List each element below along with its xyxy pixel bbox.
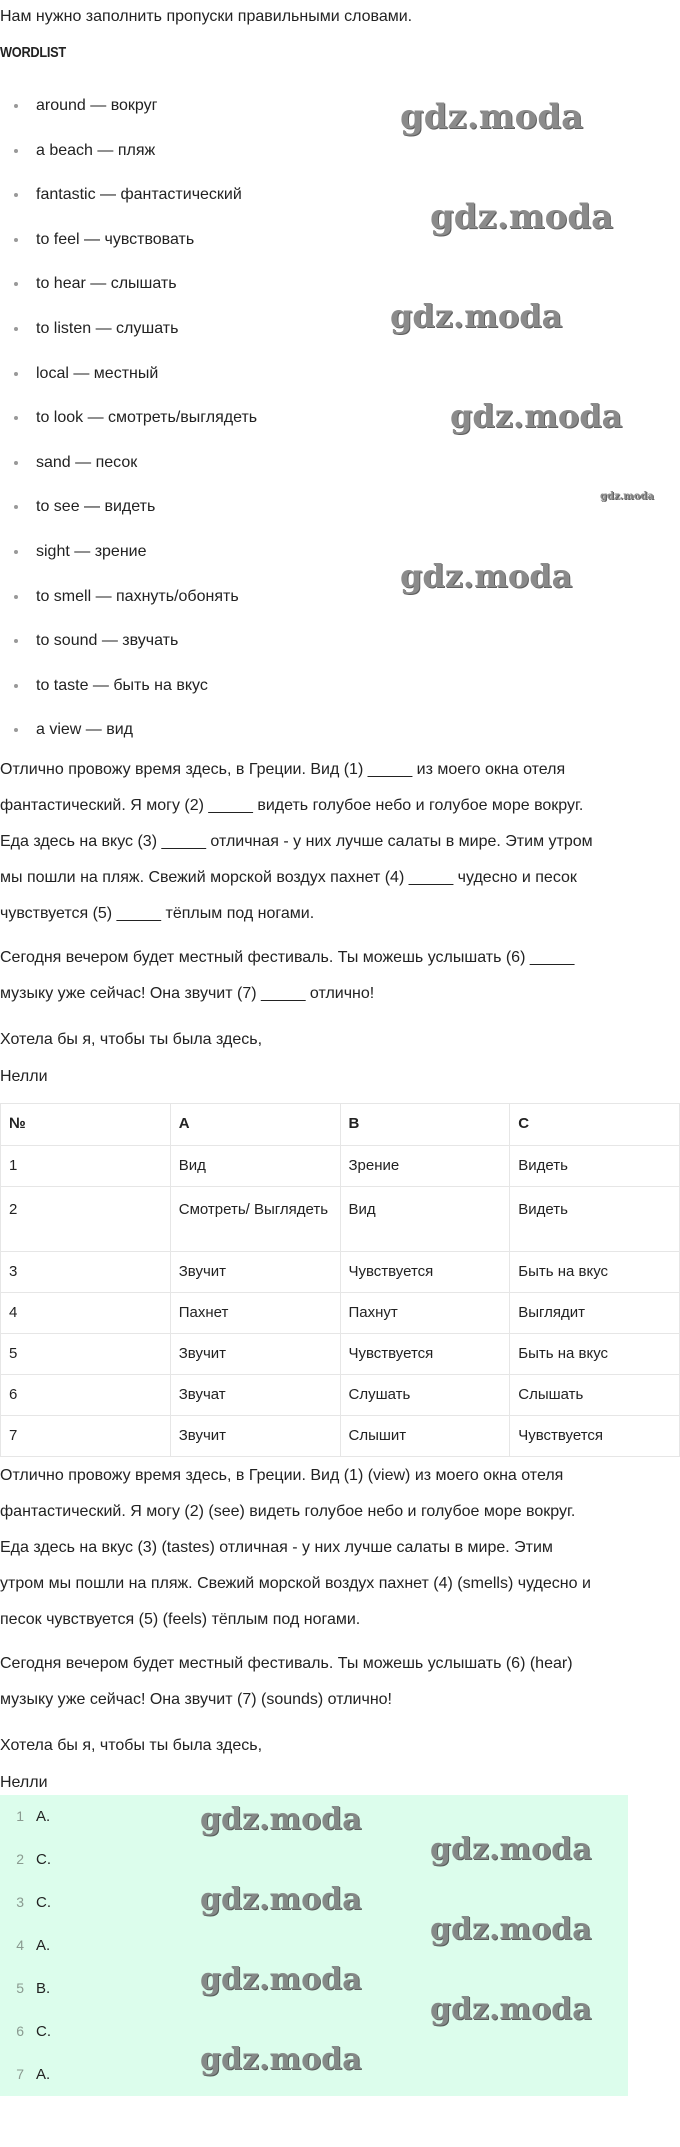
watermark: gdz.moda xyxy=(430,1992,592,2027)
table-cell: Чувствуется xyxy=(340,1252,510,1293)
filled-text-line: песок чувствуется (5) (feels) тёплым под ногами. xyxy=(0,1611,361,1628)
word-entry: to see — видеть xyxy=(36,498,156,516)
table-cell: Слышит xyxy=(340,1416,510,1457)
bullet-icon xyxy=(14,193,18,197)
table-cell: Смотреть/ Выглядеть xyxy=(170,1187,340,1252)
answer-number: 2 xyxy=(16,1851,24,1867)
table-cell: 1 xyxy=(1,1146,171,1187)
watermark: gdz.moda xyxy=(200,1962,362,1997)
watermark: gdz.moda xyxy=(390,297,563,335)
list-item xyxy=(0,396,257,441)
bullet-icon xyxy=(14,461,18,465)
answer-value: C. xyxy=(36,1894,51,1911)
answer-value: B. xyxy=(36,1980,51,1997)
filled-text-line: утром мы пошли на пляж. Свежий морской воздух пахнет (4) (smells) чудесно и xyxy=(0,1575,591,1592)
bullet-icon xyxy=(14,327,18,331)
answer-value: C. xyxy=(36,2023,51,2040)
list-item xyxy=(0,84,257,129)
watermark: gdz.moda xyxy=(200,1802,362,1837)
table-cell: 5 xyxy=(1,1334,171,1375)
intro-text: Нам нужно заполнить пропуски правильными словами. xyxy=(0,8,413,25)
table-row xyxy=(1,1293,680,1334)
header-cell: C xyxy=(510,1104,680,1146)
bullet-icon xyxy=(14,639,18,643)
table-cell: Чувствуется xyxy=(510,1416,680,1457)
answer-value: A. xyxy=(36,1937,51,1954)
list-item xyxy=(0,530,257,575)
watermark: gdz.moda xyxy=(600,491,654,502)
word-entry: sand — песок xyxy=(36,453,138,471)
word-entry: sight — зрение xyxy=(36,542,147,560)
list-item xyxy=(0,485,257,530)
answer-number: 3 xyxy=(16,1894,24,1910)
gap-text xyxy=(0,752,593,1092)
bullet-icon xyxy=(14,416,18,420)
gap-text-line: Сегодня вечером будет местный фестиваль. Ты можешь услышать (6) _____ xyxy=(0,949,575,966)
table-cell: Зрение xyxy=(340,1146,510,1187)
answer-number: 1 xyxy=(16,1808,24,1824)
table-header-row xyxy=(1,1104,680,1146)
filled-text-line: Отлично провожу время здесь, в Греции. Вид (1) (view) из моего окна отеля xyxy=(0,1467,564,1484)
list-item xyxy=(0,173,257,218)
table-row xyxy=(1,1375,680,1416)
word-entry: to smell — пахнуть/обонять xyxy=(36,587,239,605)
signature: Нелли xyxy=(0,1068,48,1085)
answer-value: A. xyxy=(36,2066,51,2083)
filled-text xyxy=(0,1458,591,1798)
table-cell: Быть на вкус xyxy=(510,1334,680,1375)
table-cell: Звучат xyxy=(170,1375,340,1416)
word-entry: to feel — чувствовать xyxy=(36,230,195,248)
table-cell: Вид xyxy=(170,1146,340,1187)
list-item xyxy=(0,352,257,397)
word-entry: to sound — звучать xyxy=(36,632,179,650)
answer-number: 5 xyxy=(16,1980,24,1996)
filled-text-line: Хотела бы я, чтобы ты была здесь, xyxy=(0,1737,263,1754)
header-cell: № xyxy=(1,1104,171,1146)
table-row xyxy=(1,1416,680,1457)
word-entry: local — местный xyxy=(36,364,159,382)
answer-number: 4 xyxy=(16,1937,24,1953)
watermark: gdz.moda xyxy=(200,2042,362,2077)
table-cell: Быть на вкус xyxy=(510,1252,680,1293)
list-item xyxy=(0,262,257,307)
word-entry: a beach — пляж xyxy=(36,141,156,159)
bullet-icon xyxy=(14,550,18,554)
word-entry: a view — вид xyxy=(36,721,134,739)
answer-number: 7 xyxy=(16,2066,24,2082)
list-item xyxy=(0,575,257,620)
answer-value: A. xyxy=(36,1808,51,1825)
wordlist xyxy=(0,84,257,753)
table-cell: 2 xyxy=(1,1187,171,1252)
table-cell: 7 xyxy=(1,1416,171,1457)
gap-text-line: мы пошли на пляж. Свежий морской воздух пахнет (4) _____ чудесно и песок xyxy=(0,869,577,886)
header-cell: A xyxy=(170,1104,340,1146)
table-cell: Видеть xyxy=(510,1187,680,1252)
bullet-icon xyxy=(14,149,18,153)
table-cell: Слышать xyxy=(510,1375,680,1416)
word-entry: to listen — слушать xyxy=(36,319,179,337)
bullet-icon xyxy=(14,595,18,599)
answer-value: C. xyxy=(36,1851,51,1868)
watermark: gdz.moda xyxy=(430,1832,592,1867)
word-entry: to taste — быть на вкус xyxy=(36,676,208,694)
table-cell: 6 xyxy=(1,1375,171,1416)
watermark: gdz.moda xyxy=(430,1912,592,1947)
bullet-icon xyxy=(14,104,18,108)
signature: Нелли xyxy=(0,1774,48,1791)
word-entry: to look — смотреть/выглядеть xyxy=(36,409,258,427)
filled-text-line: музыку уже сейчас! Она звучит (7) (sounds) отлично! xyxy=(0,1691,392,1708)
list-item xyxy=(0,218,257,263)
table-cell: Видеть xyxy=(510,1146,680,1187)
watermark: gdz.moda xyxy=(450,397,623,435)
gap-text-line: чувствуется (5) _____ тёплым под ногами. xyxy=(0,905,315,922)
bullet-icon xyxy=(14,238,18,242)
table-row xyxy=(1,1146,680,1187)
gap-text-line: музыку уже сейчас! Она звучит (7) _____ отлично! xyxy=(0,985,375,1002)
table-cell: Пахнут xyxy=(340,1293,510,1334)
gap-text-line: Хотела бы я, чтобы ты была здесь, xyxy=(0,1031,263,1048)
table-cell: Звучит xyxy=(170,1252,340,1293)
table-cell: Слушать xyxy=(340,1375,510,1416)
word-entry: fantastic — фантастический xyxy=(36,186,242,204)
word-entry: around — вокруг xyxy=(36,97,158,114)
bullet-icon xyxy=(14,684,18,688)
filled-text-line: фантастический. Я могу (2) (see) видеть голубое небо и голубое море вокруг. xyxy=(0,1503,576,1520)
table-row xyxy=(1,1252,680,1293)
bullet-icon xyxy=(14,728,18,732)
watermark: gdz.moda xyxy=(400,97,584,137)
gap-text-line: фантастический. Я могу (2) _____ видеть голубое небо и голубое море вокруг. xyxy=(0,797,584,814)
list-item xyxy=(0,441,257,486)
table-cell: Звучит xyxy=(170,1416,340,1457)
bullet-icon xyxy=(14,282,18,286)
list-item xyxy=(0,129,257,174)
table-cell: Выглядит xyxy=(510,1293,680,1334)
filled-text-line: Сегодня вечером будет местный фестиваль. Ты можешь услышать (6) (hear) xyxy=(0,1655,573,1672)
table-cell: Звучит xyxy=(170,1334,340,1375)
word-entry: to hear — слышать xyxy=(36,275,177,293)
list-item xyxy=(0,307,257,352)
table-cell: Пахнет xyxy=(170,1293,340,1334)
list-item xyxy=(0,708,257,753)
gap-text-line: Еда здесь на вкус (3) _____ отличная - у них лучше салаты в мире. Этим утром xyxy=(0,833,593,850)
wordlist-heading: WORDLIST xyxy=(0,44,66,61)
answer-number: 6 xyxy=(16,2023,24,2039)
table-row xyxy=(1,1334,680,1375)
gap-text-line: Отлично провожу время здесь, в Греции. Вид (1) _____ из моего окна отеля xyxy=(0,761,566,778)
filled-text-line: Еда здесь на вкус (3) (tastes) отличная - у них лучше салаты в мире. Этим xyxy=(0,1539,553,1556)
table-cell: Чувствуется xyxy=(340,1334,510,1375)
table-cell: 3 xyxy=(1,1252,171,1293)
watermark: gdz.moda xyxy=(200,1882,362,1917)
list-item xyxy=(0,619,257,664)
bullet-icon xyxy=(14,505,18,509)
list-item xyxy=(0,664,257,709)
options-table xyxy=(0,1103,680,1457)
table-cell: Вид xyxy=(340,1187,510,1252)
table-row xyxy=(1,1187,680,1252)
watermark: gdz.moda xyxy=(400,557,573,595)
header-cell: B xyxy=(340,1104,510,1146)
bullet-icon xyxy=(14,372,18,376)
watermark: gdz.moda xyxy=(430,197,614,237)
table-cell: 4 xyxy=(1,1293,171,1334)
